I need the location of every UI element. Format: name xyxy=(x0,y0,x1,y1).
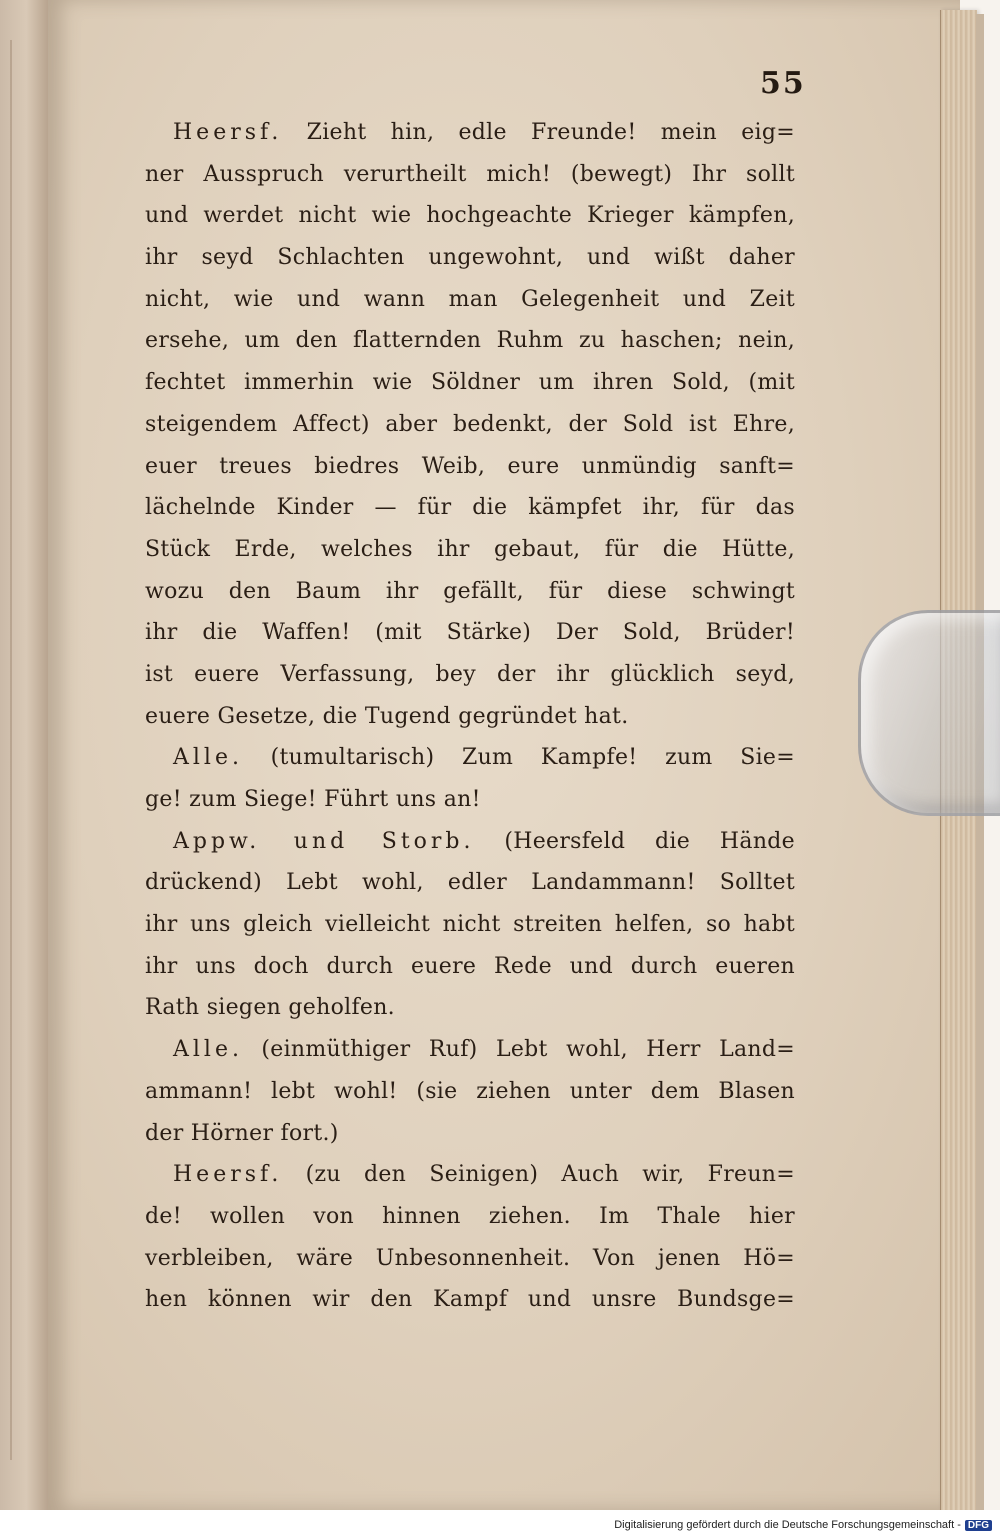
text-line: drückend) Lebt wohl, edler Landammann! Solltet xyxy=(145,870,795,896)
text-line: ihr seyd Schlachten ungewohnt, und wißt daher xyxy=(145,245,795,271)
text-line: euere Gesetze, die Tugend gegründet hat. xyxy=(145,703,629,729)
page-number: 55 xyxy=(760,66,806,101)
digitization-credit xyxy=(614,1519,992,1531)
line-text: Zieht hin, edle Freunde! mein eig= xyxy=(306,120,795,145)
text-line xyxy=(145,112,795,154)
speaker-name: Alle. xyxy=(173,745,243,771)
text-line: ammann! lebt wohl! (sie ziehen unter dem Blasen xyxy=(145,1078,795,1104)
text-line: de! wollen von hinnen ziehen. Im Thale hier xyxy=(145,1203,795,1229)
text-line: verbleiben, wäre Unbesonnenheit. Von jenen Hö= xyxy=(145,1245,795,1271)
text-line xyxy=(145,1154,795,1196)
text-line: lächelnde Kinder — für die kämpfet ihr, für das xyxy=(145,495,795,521)
text-line: steigendem Affect) aber bedenkt, der Sold ist Ehre, xyxy=(145,411,795,437)
text-line: hen können wir den Kampf und unsre Bundsge= xyxy=(145,1287,795,1313)
text-line: ge! zum Siege! Führt uns an! xyxy=(145,787,481,812)
text-line: ihr die Waffen! (mit Stärke) Der Sold, Brüder! xyxy=(145,620,795,646)
text-line: ner Ausspruch verurtheilt mich! (bewegt) Ihr sollt xyxy=(145,161,795,187)
text-line: und werdet nicht wie hochgeachte Krieger kämpfen, xyxy=(145,203,795,229)
speaker-name: Heersf. xyxy=(173,120,283,145)
text-line: wozu den Baum ihr gefällt, für diese schwingt xyxy=(145,578,795,604)
line-text: (tumultarisch) Zum Kampfe! zum Sie= xyxy=(270,745,795,771)
line-text: (Heersfeld die Hände xyxy=(504,828,795,854)
speaker-name: Heersf. xyxy=(173,1162,283,1188)
text-line xyxy=(145,1029,795,1071)
previous-page-fold xyxy=(10,40,32,1460)
text-line: Rath siegen geholfen. xyxy=(145,995,395,1021)
speaker-name: Alle. xyxy=(173,1037,243,1063)
text-line: nicht, wie und wann man Gelegenheit und Zeit xyxy=(145,286,795,312)
text-line xyxy=(145,737,795,779)
line-text: (einmüthiger Ruf) Lebt wohl, Herr Land= xyxy=(261,1037,796,1063)
text-line: ersehe, um den flatternden Ruhm zu haschen; nein, xyxy=(145,328,795,354)
speaker-name: Appw. und Storb. xyxy=(173,828,475,854)
text-line: ihr uns gleich vielleicht nicht streiten helfen, so habt xyxy=(145,912,795,938)
dfg-logo-icon: DFG xyxy=(965,1520,992,1531)
page-text xyxy=(145,112,795,1321)
text-line: Stück Erde, welches ihr gebaut, für die Hütte, xyxy=(145,536,795,562)
text-line: der Hörner fort.) xyxy=(145,1120,339,1146)
line-text: (zu den Seinigen) Auch wir, Freun= xyxy=(305,1162,795,1188)
text-line xyxy=(145,821,795,863)
text-line: fechtet immerhin wie Söldner um ihren Sold, (mit xyxy=(145,370,795,396)
credit-text: Digitalisierung gefördert durch die Deutsche Forschungsgemeinschaft - xyxy=(614,1519,961,1531)
previous-page-edge xyxy=(0,0,50,1510)
text-line: euer treues biedres Weib, eure unmündig sanft= xyxy=(145,453,795,479)
text-line: ihr uns doch durch euere Rede und durch eueren xyxy=(145,953,795,979)
page-clip xyxy=(858,610,1000,816)
text-line: ist euere Verfassung, bey der ihr glücklich seyd, xyxy=(145,661,795,687)
